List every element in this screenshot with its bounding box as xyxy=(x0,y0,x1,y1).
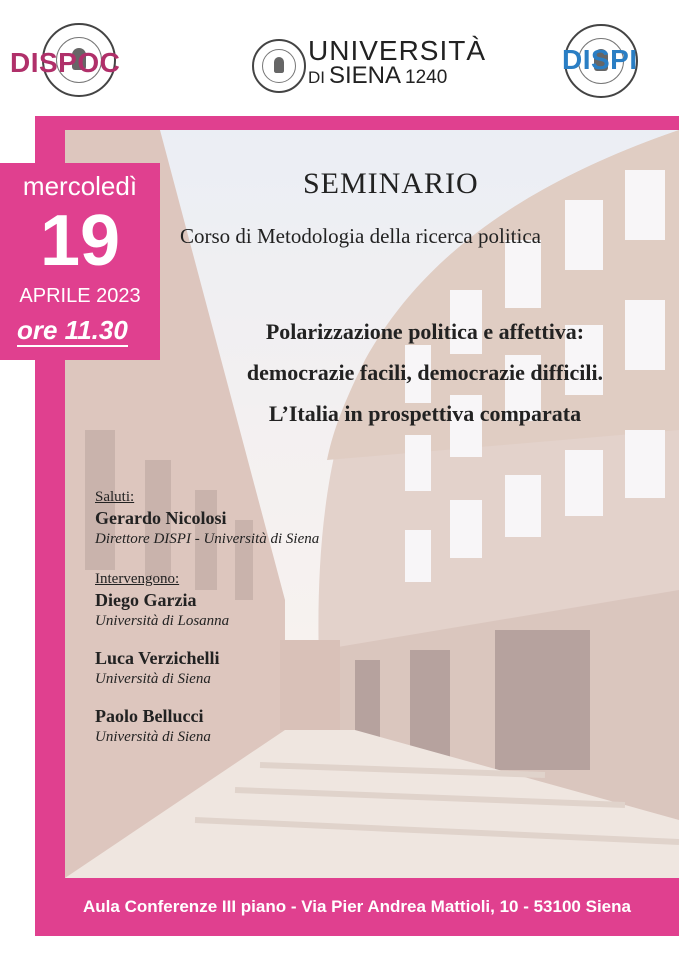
speaker-affiliation: Università di Siena xyxy=(95,671,211,687)
seminar-topic xyxy=(175,311,675,434)
university-name: UNIVERSITÀ xyxy=(308,35,487,66)
course-subtitle: Corso di Metodologia della ricerca politica xyxy=(180,224,541,248)
speaker-name: Luca Verzichelli xyxy=(95,648,220,668)
speaker-name: Paolo Bellucci xyxy=(95,706,204,726)
footer-bar xyxy=(35,878,679,936)
university-city: SIENA xyxy=(329,62,402,89)
dispi-logo-text: DISPI xyxy=(562,44,638,75)
university-year: 1240 xyxy=(405,67,448,88)
speaker-affiliation: Università di Siena xyxy=(95,729,211,745)
university-seal-icon xyxy=(252,39,306,93)
date-weekday: mercoledì xyxy=(22,171,138,201)
date-day: 19 xyxy=(39,201,121,281)
speaker-affiliation: Università di Losanna xyxy=(95,613,230,629)
greetings-label: Saluti: xyxy=(95,489,135,505)
dispoc-logo-text: DISPOC xyxy=(10,47,121,78)
date-time: ore 11.30 xyxy=(17,315,128,345)
date-box xyxy=(0,163,160,360)
university-subtitle xyxy=(308,62,447,90)
participants xyxy=(95,488,319,747)
date-month-year: APRILE 2023 xyxy=(19,285,141,307)
event-type-title: SEMINARIO xyxy=(303,167,479,200)
topic-line: democrazie facili, democrazie difficili. xyxy=(246,360,604,385)
greetings-affiliation: Direttore DISPI - Università di Siena xyxy=(95,531,320,547)
speaker-name: Diego Garzia xyxy=(95,590,197,610)
topic-line: Polarizzazione politica e affettiva: xyxy=(265,319,585,344)
speakers-label: Intervengono: xyxy=(95,571,180,587)
footer-location: Aula Conferenze III piano - Via Pier Andrea Mattioli, 10 - 53100 Siena xyxy=(83,897,631,916)
greetings-name: Gerardo Nicolosi xyxy=(95,508,227,528)
topic-line: L’Italia in prospettiva comparata xyxy=(268,401,582,426)
header xyxy=(0,0,679,116)
university-di: DI xyxy=(308,68,325,87)
